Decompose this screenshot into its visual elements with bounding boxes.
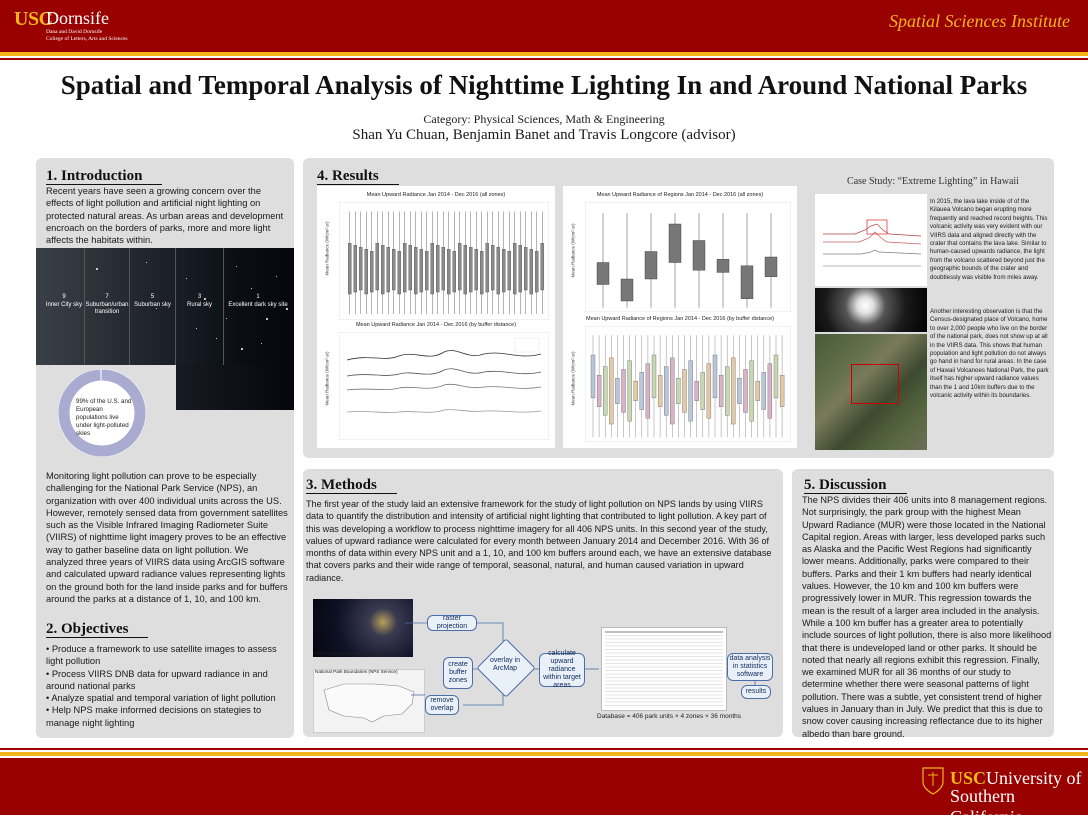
buffer-box-mark xyxy=(658,375,662,406)
region-box-mark xyxy=(717,259,729,272)
star xyxy=(266,318,268,320)
flow-raster-projection: raster projection xyxy=(427,615,477,631)
region-box-mark xyxy=(693,241,705,271)
buffer-box-mark xyxy=(609,358,613,424)
flow-overlay-label: overlay in ArcMap xyxy=(490,657,520,672)
sky-image-lower xyxy=(176,365,294,410)
box-mark xyxy=(431,243,434,294)
footer-red-rule xyxy=(0,748,1088,750)
left-panel xyxy=(36,158,294,738)
boxplot-all-zones xyxy=(339,202,549,320)
box-mark xyxy=(370,251,373,292)
flow-remove-overlap: remove overlap xyxy=(425,695,459,715)
star xyxy=(216,338,217,339)
objective-item-3: • Analyze spatial and temporal variation of light pollution xyxy=(46,693,276,704)
buffer-box-mark xyxy=(591,355,595,398)
dornsife-subtitle-2: College of Letters, Arts and Sciences xyxy=(46,36,128,42)
box-mark xyxy=(464,245,467,294)
buffer-box-mark xyxy=(762,372,766,409)
flow-calculate-radiance: calculate upward radiance within target areas xyxy=(539,653,585,687)
buffer-box-mark xyxy=(597,375,601,406)
dornsife-subtitle-1: Dana and David Dornsife xyxy=(46,29,103,35)
chart-ylabel-1: Mean Radiance (W/cm²·sr) xyxy=(324,221,330,276)
buffer-box-mark xyxy=(652,355,656,398)
sky-label-1: 9 Inner City sky xyxy=(45,294,83,308)
buffer-box-mark xyxy=(731,358,735,424)
star xyxy=(196,328,197,329)
star xyxy=(186,278,187,279)
crater-outline xyxy=(851,364,899,404)
sky-quality-image xyxy=(36,248,294,365)
objective-item-1: • Produce a framework to use satellite images to assess light pollution xyxy=(46,644,277,667)
box-mark xyxy=(365,249,368,294)
region-box-mark xyxy=(741,266,753,299)
viirs-map-caption: VIIRS Day/Night Band Radiance (NOAA) xyxy=(315,651,399,656)
buffer-box-mark xyxy=(603,367,607,416)
poster-title: Spatial and Temporal Analysis of Nighttime Lighting In and Around National Parks xyxy=(60,70,1028,100)
box-mark xyxy=(381,245,384,294)
buffer-box-mark xyxy=(695,381,699,401)
star xyxy=(261,343,262,344)
box-mark xyxy=(354,245,357,292)
box-mark xyxy=(442,247,445,290)
chart-title-4: Mean Upward Radiance of Regions Jan 2014 - Dec 2016 (by buffer distance) xyxy=(586,316,774,322)
results-chart-block-1 xyxy=(317,186,555,448)
box-mark xyxy=(541,243,544,290)
chart-ylabel-3: Mean Radiance (W/cm²·sr) xyxy=(570,223,576,278)
poster-category: Category: Physical Sciences, Math & Engineering xyxy=(423,112,665,126)
box-mark xyxy=(420,249,423,292)
buffer-box-mark xyxy=(683,370,687,413)
region-box-mark xyxy=(669,224,681,263)
region-box-mark xyxy=(621,279,633,301)
buffer-box-mark xyxy=(744,370,748,413)
box-mark xyxy=(403,243,406,292)
buffer-box-mark xyxy=(780,375,784,406)
box-mark xyxy=(359,247,362,290)
objective-item-2: • Process VIIRS DNB data for upward radiance in and around national parks xyxy=(46,668,268,691)
buffer-box-mark xyxy=(622,370,626,413)
box-mark xyxy=(469,247,472,292)
box-mark xyxy=(513,243,516,294)
box-mark xyxy=(519,245,522,292)
box-mark xyxy=(348,243,351,294)
sky-label-5: 1 Excellent dark sky site xyxy=(228,294,288,308)
buffer-box-mark xyxy=(670,358,674,424)
intro-paragraph-2: Monitoring light pollution can prove to be especially challenging for the National Park Service (NPS), an organization with over 400 individual units across the US. However, remotely sensed data from government satellites such as the Visible Infrared Imaging Radiometer Suite (VIIRS) of nighttime light imagery proves to be an effective way to gather baseline data on light pollution. We analyzed three years of VIIRS data using ArcGIS software and calculated upward radiance values representing lights on the ground both for the land inside parks and for buffers around the parks at a distance of 1, 10, and 100 km. xyxy=(46,471,288,604)
box-mark xyxy=(458,243,461,290)
buffer-box-mark xyxy=(713,355,717,398)
box-mark xyxy=(436,245,439,292)
sky-label-2: 7 Suburban/urban transition xyxy=(85,294,129,316)
star xyxy=(276,276,277,277)
discussion-paragraph: The NPS divides their 406 units into 8 management regions. Not surprisingly, the park group with the highest Mean Upward Radiance (MUR) were those located in the National Capital region. Areas with larger, less developed parks such as Alaska and the Pacific West Regions had significantly lower means. Additionally, parks were compared to their buffers. Parks and their 1 km buffers had nearly identical values. However, the 10 km and 100 km buffers were progressively lower in MUR. This regression towards the mean is the result of a larger area included in the analysis. While a 100 km buffer has a greater area to potentially include sources of light pollution, there is also more likelihood that there is undeveloped land or other parks. It should be noted that nearly all regions exhibit this regression. Finally, we examined MUR for all 36 months of our study to determine whether there were seasonal patterns of light pollution. There was a subtle, yet consistent trend of higher values in January than in July. We predict that this is due to snow cover causing increasing reflectance due to its higher albedo than bare ground. xyxy=(802,495,1052,739)
buffer-box-mark xyxy=(750,361,754,421)
box-mark xyxy=(475,249,478,290)
box-mark xyxy=(480,251,483,294)
nps-map-caption: National Park Boundaries (NPS Service) xyxy=(315,669,398,674)
star xyxy=(236,266,237,267)
boxplot-regions xyxy=(585,202,791,312)
objectives-heading: 2. Objectives xyxy=(46,621,148,638)
buffer-box-mark xyxy=(676,378,680,404)
buffer-box-mark xyxy=(701,372,705,409)
sky-label-3: 5 Suburban sky xyxy=(134,294,171,308)
buffer-box-mark xyxy=(615,378,619,404)
results-panel xyxy=(303,158,1054,458)
intro-heading: 1. Introduction xyxy=(46,168,162,185)
region-box-mark xyxy=(645,252,657,280)
star xyxy=(226,318,227,319)
hawaii-line-chart xyxy=(815,194,927,286)
methods-panel xyxy=(303,469,783,737)
buffer-box-mark xyxy=(664,367,668,416)
case-study-paragraph-1: In 2015, the lava lake inside of of the Kilauea Volcano began erupting more frequently and reached record heights. This volcanic activity was very evident with our VIIRS data and aligned directly with the crater that contains the lava lake. Similar to human-caused upwards radiance, the light from the volcano scattered beyond just the geographic bounds of the crater and doubtlessly was visible from miles away. xyxy=(930,198,1048,281)
star xyxy=(241,348,243,350)
box-mark xyxy=(508,251,511,290)
usc-logo-text: USC xyxy=(14,8,53,30)
dornsife-logo-text: Dornsife xyxy=(46,8,109,28)
star xyxy=(146,262,147,263)
box-mark xyxy=(453,251,456,292)
usc-wordmark-line2: Southern California xyxy=(950,786,1023,827)
box-mark xyxy=(425,251,428,290)
box-mark xyxy=(502,249,505,292)
database-table-lines xyxy=(602,628,726,710)
footer-gold-rule xyxy=(0,752,1088,756)
header-red-rule xyxy=(0,58,1088,60)
buffer-box-mark xyxy=(640,372,644,409)
results-heading: 4. Results xyxy=(317,168,399,185)
header-gold-rule xyxy=(0,52,1088,56)
buffer-box-mark xyxy=(634,381,638,401)
discussion-heading: 5. Discussion xyxy=(804,477,907,494)
box-mark xyxy=(387,247,390,292)
box-mark xyxy=(524,247,527,290)
buffer-box-mark xyxy=(725,367,729,416)
buffer-box-mark xyxy=(756,381,760,401)
flow-data-analysis: data analysis in statistics software xyxy=(727,653,773,681)
usc-wordmark-line1: USCUniversity of xyxy=(950,768,1082,788)
box-mark xyxy=(409,245,412,290)
box-mark xyxy=(398,251,401,294)
results-chart-block-2 xyxy=(563,186,797,448)
objective-item-4: • Help NPS make informed decisions on stategies to manage night lighting xyxy=(46,705,262,728)
box-mark xyxy=(414,247,417,294)
sky-label-4: 3 Rural sky xyxy=(186,294,212,308)
box-mark xyxy=(447,249,450,294)
chart-ylabel-2: Mean Radiance (W/cm²·sr) xyxy=(324,351,330,406)
database-table-image xyxy=(601,627,727,711)
methods-heading: 3. Methods xyxy=(306,477,397,494)
database-caption: Database = 406 park units × 4 zones × 36 months xyxy=(597,713,741,720)
star xyxy=(96,268,98,270)
buffer-box-mark xyxy=(707,364,711,419)
chart-title-3: Mean Upward Radiance of Regions Jan 2014 - Dec 2016 (all zones) xyxy=(596,192,764,198)
box-mark xyxy=(376,243,379,290)
usc-seal-icon xyxy=(920,766,946,796)
buffer-box-mark xyxy=(646,364,650,419)
buffer-box-mark xyxy=(628,361,632,421)
chart-title-1: Mean Upward Radiance Jan 2014 - Dec 2016 (all zones) xyxy=(366,192,506,198)
poster-authors: Shan Yu Chuan, Benjamin Banet and Travis Longcore (advisor) xyxy=(352,127,736,143)
star xyxy=(251,288,252,289)
box-mark xyxy=(491,245,494,290)
region-box-mark xyxy=(597,263,609,285)
flow-create-buffer: create buffer zones xyxy=(443,657,473,689)
buffer-box-mark xyxy=(768,364,772,419)
box-mark xyxy=(486,243,489,292)
box-mark xyxy=(535,251,538,292)
buffer-box-mark xyxy=(774,355,778,398)
case-study-paragraph-2: Another interesting observation is that the Census-designated place of Volcano, home to over 2,000 people who live on the border of the national park, does not show up at all in the VIIRS data. This shows that human population and light pollution do not always go hand in hand for rural areas. In the case of Hawaii Volcanoes National Park, the park itself has higher upward radiance values than the 1 and 10km buffers due to the volcanic activity within its boundaries. xyxy=(930,308,1049,400)
chart-title-2: Mean Upward Radiance Jan 2014 - Dec 2016 (by buffer distance) xyxy=(355,322,517,328)
stat-text: 99% of the U.S. and European populations live under light-polluted skies xyxy=(76,398,132,437)
flow-results: results xyxy=(741,685,771,699)
institute-name: Spatial Sciences Institute xyxy=(889,11,1070,31)
buffer-box-mark xyxy=(689,361,693,421)
box-mark xyxy=(497,247,500,294)
chart-ylabel-4: Mean Radiance (W/cm²·sr) xyxy=(570,351,576,406)
case-study-title: Case Study: “Extreme Lighting” in Hawaii xyxy=(847,176,1019,187)
buffer-box-mark xyxy=(719,375,723,406)
hawaii-satellite-image xyxy=(815,334,927,450)
discussion-panel xyxy=(792,469,1054,737)
region-box-mark xyxy=(765,257,777,277)
methods-paragraph: The first year of the study laid an extensive framework for the study of light pollution on NPS lands by using VIIRS data to quantify the distribution and intensity of artificial night lighting that contributed to light pollution. A key part of this was developing a workflow to process nighttime imagery for all 406 NPS units. In this second year of the study, values of upward radiance were calculated for every month between January 2014 and December 2016. With 36 of months of data within every NPS unit and a 1, 10, and 100 km buffers around each, we have an extensive database that covers parks and their wide range of temporal, seasonal, natural, and human caused variation in upward radiance. xyxy=(306,499,772,583)
line-chart-buffer-distance xyxy=(339,332,549,440)
objectives-list xyxy=(46,643,288,729)
box-mark xyxy=(530,249,533,294)
box-mark xyxy=(392,249,395,290)
intro-paragraph-1: Recent years have seen a growing concern over the effects of light pollution and artificial night lighting on protected natural areas. As urban areas and development encroach on the borders of parks, more and more light affects the habitats within. xyxy=(46,186,284,246)
boxplot-regions-buffer xyxy=(585,326,791,442)
hawaii-night-image xyxy=(815,288,927,332)
buffer-box-mark xyxy=(737,378,741,404)
